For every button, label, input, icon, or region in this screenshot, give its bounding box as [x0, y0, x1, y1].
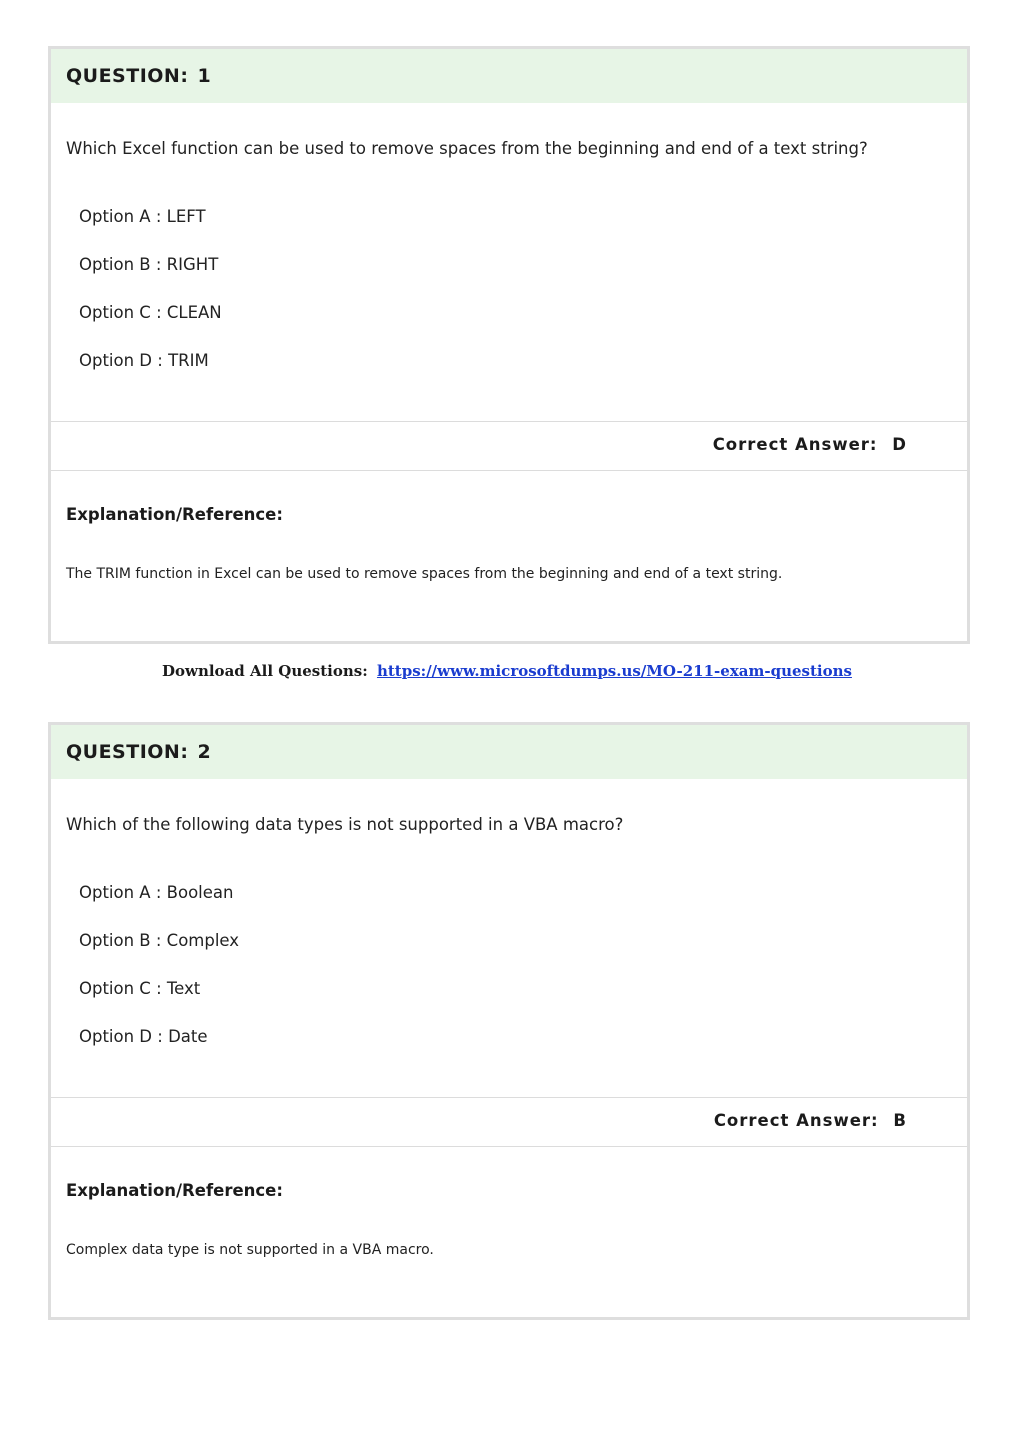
correct-answer-value: B: [893, 1111, 907, 1130]
question-number: 2: [197, 741, 212, 763]
option-d: Option D : Date: [79, 1027, 208, 1046]
option-b: Option B : RIGHT: [79, 255, 219, 274]
explanation-title: Explanation/Reference:: [66, 1181, 283, 1200]
explanation-title: Explanation/Reference:: [66, 505, 283, 524]
question-body: [51, 103, 967, 421]
explanation-section: [51, 471, 967, 641]
question-text: Which Excel function can be used to remove spaces from the beginning and end of a text string?: [66, 139, 868, 158]
explanation-text: Complex data type is not supported in a VBA macro.: [66, 1242, 434, 1258]
question-card-2: [48, 722, 970, 1320]
correct-answer-label: Correct Answer:: [713, 1111, 879, 1130]
options-list: [66, 881, 952, 1073]
question-header: [51, 725, 967, 779]
correct-answer-value: D: [892, 435, 907, 454]
download-label: Download All Questions:: [162, 662, 368, 680]
option-c: Option C : Text: [79, 979, 201, 998]
question-header: [51, 49, 967, 103]
correct-answer: [714, 1111, 907, 1130]
option-a: Option A : Boolean: [79, 883, 234, 902]
correct-answer-label: Correct Answer:: [712, 435, 878, 454]
option-b: Option B : Complex: [79, 931, 240, 950]
option-d: Option D : TRIM: [79, 351, 209, 370]
option-a: Option A : LEFT: [79, 207, 206, 226]
question-label: QUESTION:: [66, 65, 189, 87]
question-body: [51, 779, 967, 1097]
question-number: 1: [197, 65, 212, 87]
question-text: Which of the following data types is not supported in a VBA macro?: [66, 815, 624, 834]
download-link[interactable]: https://www.microsoftdumps.us/MO-211-exam-questions: [376, 662, 852, 680]
explanation-text: The TRIM function in Excel can be used to remove spaces from the beginning and end of a text string.: [66, 566, 783, 582]
option-c: Option C : CLEAN: [79, 303, 222, 322]
explanation-section: [51, 1147, 967, 1317]
answer-row: [51, 421, 967, 471]
answer-row: [51, 1097, 967, 1147]
question-label: QUESTION:: [66, 741, 189, 763]
options-list: [66, 205, 952, 397]
correct-answer: [713, 435, 907, 454]
download-line: [0, 662, 1014, 680]
question-card-1: [48, 46, 970, 644]
